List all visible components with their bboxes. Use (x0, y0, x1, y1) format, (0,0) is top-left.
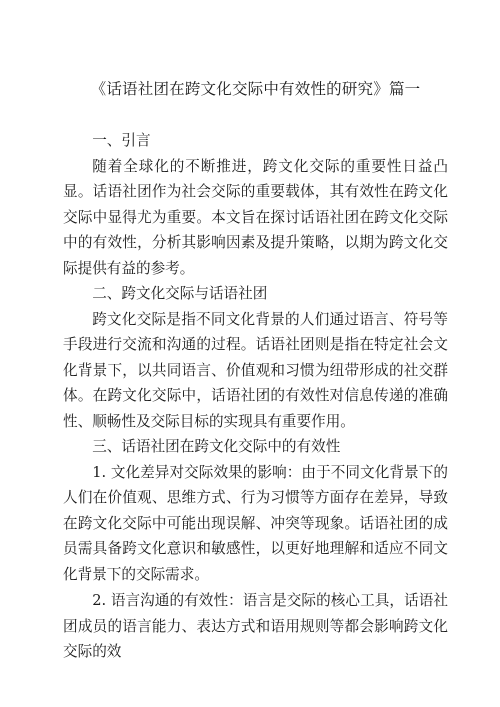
paragraph-intercultural: 跨文化交际是指不同文化背景的人们通过语言、符号等手段进行交流和沟通的过程。话语社团则是指在特定社会文化背景下，以共同语言、价值观和习惯为纽带形成的社交群体。在跨文化交际中，话语社团的有效性对信息传递的准确性、顺畅性及交际目标的实现具有重要作用。 (63, 310, 448, 430)
document-title: 《话语社团在跨文化交际中有效性的研究》篇一 (90, 80, 421, 98)
paragraph-cultural-difference: 1. 文化差异对交际效果的影响：由于不同文化背景下的人们在价值观、思维方式、行为习惯等方面存在差异，导致在跨文化交际中可能出现误解、冲突等现象。话语社团的成员需具备跨文化意识和敏感性，以更好地理解和适应不同文化背景下的交际需求。 (63, 463, 448, 583)
document-body (63, 128, 448, 665)
section-heading-intercultural: 二、跨文化交际与话语社团 (92, 285, 268, 302)
paragraph-language-communication: 2. 语言沟通的有效性：语言是交际的核心工具，话语社团成员的语言能力、表达方式和语用规则等都会影响跨文化交际的效 (63, 592, 448, 660)
paragraph-intro: 随着全球化的不断推进，跨文化交际的重要性日益凸显。话语社团作为社会交际的重要载体，其有效性在跨文化交际中显得尤为重要。本文旨在探讨话语社团在跨文化交际中的有效性，分析其影响因素及提升策略，以期为跨文化交际提供有益的参考。 (63, 157, 448, 277)
section-heading-effectiveness: 三、话语社团在跨文化交际中的有效性 (92, 438, 341, 455)
section-heading-intro: 一、引言 (92, 132, 151, 149)
